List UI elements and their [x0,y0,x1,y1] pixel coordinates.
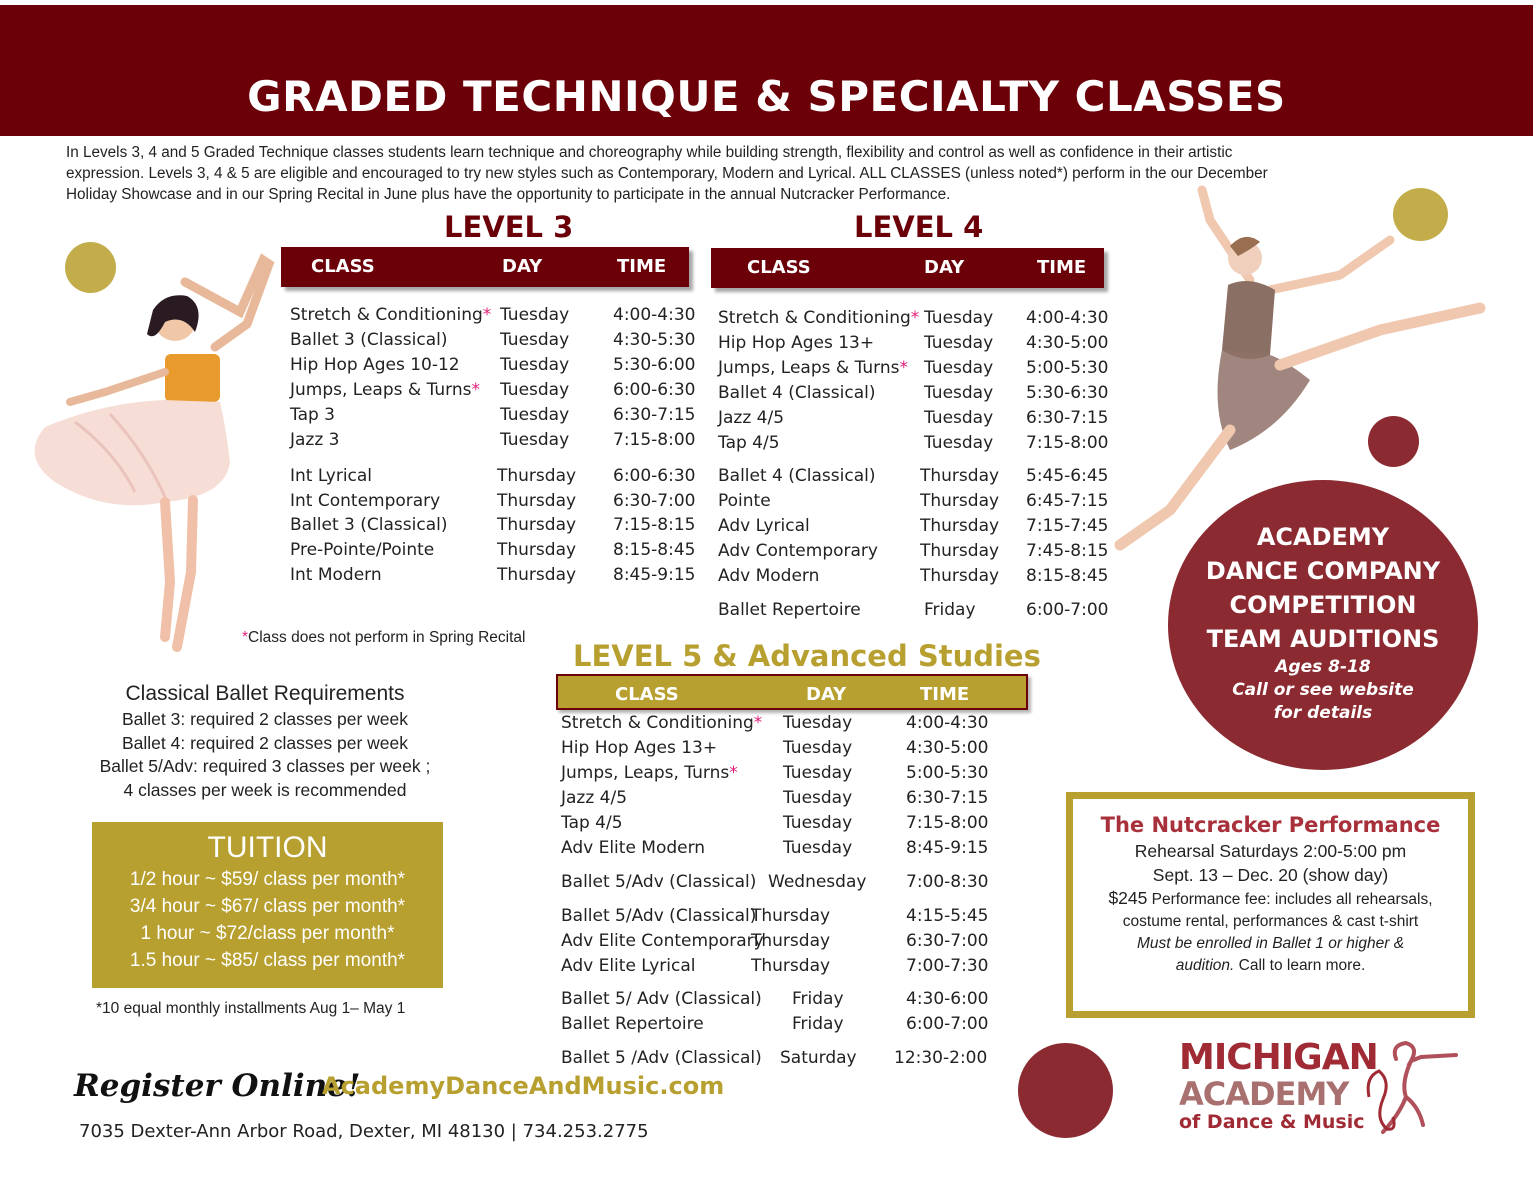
class-time: 12:30-2:00 [894,1048,988,1068]
class-day: Tuesday [500,430,570,450]
class-label: Jazz 4/5 [718,408,785,428]
class-name [561,931,764,951]
class-day: Saturday [780,1048,857,1068]
class-day: Thursday [920,566,1000,586]
class-time: 4:30-5:00 [1026,333,1109,353]
class-name [290,466,372,486]
class-name [561,872,756,892]
class-day: Tuesday [500,355,570,375]
tuition-line: 3/4 hour ~ $67/ class per month* [129,896,406,917]
header-class: CLASS [615,684,679,705]
company-ages: Ages 8-18 [1275,657,1371,677]
table-row [718,333,1113,358]
class-name [718,433,780,453]
class-time: 8:15-8:45 [613,540,696,560]
class-day: Thursday [497,466,577,486]
nutcracker-dates: Sept. 13 – Dec. 20 (show day) [1152,865,1389,885]
class-name [290,355,460,375]
tuition-title: TUITION [207,831,328,864]
class-label: Adv Elite Lyrical [561,956,696,976]
class-day: Thursday [751,906,831,926]
class-label: Ballet Repertoire [718,600,861,620]
class-time: 6:00-7:00 [1026,600,1109,620]
class-time: 6:45-7:15 [1026,491,1109,511]
class-name [561,956,695,976]
class-time: 7:15-8:00 [1026,433,1109,453]
class-time: 7:15-8:00 [906,813,989,833]
intro-line: In Levels 3, 4 and 5 Graded Technique classes students learn technique and choreography while building strength, flexibility and control as well as confidence in their artistic [66,144,1233,161]
class-name [290,430,340,450]
class-time: 4:00-4:30 [906,713,989,733]
class-label: Tap 4/5 [561,813,623,833]
class-label: Hip Hop Ages 13+ [718,333,875,353]
class-day: Thursday [920,466,1000,486]
class-name [290,380,480,400]
class-name [561,1014,704,1034]
class-name [290,565,382,585]
class-day: Tuesday [783,838,853,858]
class-time: 4:30-6:00 [906,989,989,1009]
class-name [718,333,874,353]
company-call: Call or see website [1232,680,1414,700]
class-name [561,713,762,733]
table-row [561,763,996,788]
class-label: Ballet 5/Adv (Classical) [561,872,757,892]
class-day: Friday [792,1014,844,1034]
table-row [718,600,1113,625]
class-day: Thursday [751,931,831,951]
class-label: Jazz 3 [290,430,340,450]
table-row [718,491,1113,516]
level-5-title: LEVEL 5 & Advanced Studies [573,639,1041,673]
class-day: Thursday [497,565,577,585]
class-time: 5:00-5:30 [906,763,989,783]
register-online-text: Register Online! [74,1068,361,1104]
class-label: Adv Contemporary [718,541,878,561]
table-row [290,491,700,516]
class-label: Tap 3 [290,405,335,425]
level-3-title: LEVEL 3 [444,210,574,244]
table-row [718,566,1113,591]
level-4-table-header [711,248,1104,288]
class-label: Stretch & Conditioning [290,305,483,325]
class-label: Adv Lyrical [718,516,810,536]
class-label: Int Lyrical [290,466,373,486]
class-time: 5:00-5:30 [1026,358,1109,378]
class-name [718,383,875,403]
table-row [561,813,996,838]
class-time: 6:30-7:15 [1026,408,1109,428]
class-name [290,305,491,325]
asterisk: * [910,308,920,328]
class-name [290,515,447,535]
class-day: Thursday [497,491,577,511]
class-name [290,330,447,350]
table-row [290,430,700,455]
class-name [290,491,440,511]
company-line: COMPETITION [1229,591,1417,619]
class-time: 6:00-7:00 [906,1014,989,1034]
nutcracker-audition [1073,955,1468,977]
tuition-line: 1/2 hour ~ $59/ class per month* [129,869,406,890]
class-name [561,906,756,926]
class-day: Thursday [497,540,577,560]
class-day: Tuesday [500,405,570,425]
header-time: TIME [920,684,970,705]
class-time: 7:15-8:15 [613,515,696,535]
header-class: CLASS [747,257,811,278]
class-day: Tuesday [924,433,994,453]
class-label: Jumps, Leaps & Turns [290,380,472,400]
table-row [718,433,1113,458]
class-label: Stretch & Conditioning [561,713,754,733]
logo-academy: ACADEMY [1179,1075,1349,1113]
table-row [290,330,700,355]
class-label: Adv Elite Contemporary [561,931,764,951]
class-name [718,408,784,428]
nutcracker-title: The Nutcracker Performance [1100,813,1441,837]
intro-line: Holiday Showcase and in our Spring Recital in June plus have the opportunity to participate in the annual Nutcracker Performance. [66,186,951,203]
table-row [561,956,996,981]
class-day: Wednesday [768,872,867,892]
asterisk: * [242,629,249,646]
class-label: Pre-Pointe/Pointe [290,540,435,560]
class-name [290,405,335,425]
class-day: Thursday [920,541,1000,561]
tuition-line: 1.5 hour ~ $85/ class per month* [129,950,406,971]
class-label: Ballet 5/ Adv (Classical) [561,989,762,1009]
tuition-line: 1 hour ~ $72/class per month* [140,923,395,944]
table-row [561,738,996,763]
class-day: Thursday [751,956,831,976]
requirement-line: Ballet 5/Adv: required 3 classes per week ; [99,756,431,776]
class-label: Tap 4/5 [718,433,780,453]
table-row [290,355,700,380]
nutcracker-box [1066,792,1475,1018]
table-row [561,838,996,863]
class-day: Tuesday [783,813,853,833]
table-row [290,405,700,430]
level-4-title: LEVEL 4 [854,210,984,244]
class-name [718,358,908,378]
class-time: 6:00-6:30 [613,466,696,486]
header-day: DAY [924,257,965,278]
level-3-footnote [242,629,525,647]
class-label: Pointe [718,491,771,511]
class-time: 4:30-5:30 [613,330,696,350]
class-time: 7:00-8:30 [906,872,989,892]
class-label: Ballet 4 (Classical) [718,466,876,486]
class-name [718,308,919,328]
requirement-line: Ballet 3: required 2 classes per week [122,709,408,729]
table-row [561,1014,996,1039]
class-day: Tuesday [924,383,994,403]
header-class: CLASS [311,256,375,277]
class-day: Tuesday [924,358,994,378]
class-time: 4:15-5:45 [906,906,989,926]
footnote-text: Class does not perform in Spring Recital [248,629,526,646]
class-time: 5:45-6:45 [1026,466,1109,486]
logo-dancer-icon [1361,1037,1461,1135]
table-row [718,383,1113,408]
class-name [561,1048,762,1068]
class-label: Ballet 5 /Adv (Classical) [561,1048,762,1068]
class-label: Stretch & Conditioning [718,308,911,328]
table-row [290,515,700,540]
nutcracker-fee [1073,887,1468,911]
requirements-title: Classical Ballet Requirements [125,682,405,705]
class-time: 4:00-4:30 [1026,308,1109,328]
class-day: Thursday [920,491,1000,511]
class-label: Adv Elite Modern [561,838,706,858]
class-label: Adv Modern [718,566,820,586]
class-day: Friday [924,600,976,620]
class-time: 6:30-7:15 [906,788,989,808]
class-name [718,541,878,561]
class-time: 5:30-6:30 [1026,383,1109,403]
logo-subtitle: of Dance & Music [1179,1111,1365,1133]
class-name [561,989,762,1009]
header-time: TIME [617,256,667,277]
class-day: Tuesday [500,380,570,400]
class-label: Int Contemporary [290,491,441,511]
class-day: Tuesday [924,408,994,428]
class-name [718,491,771,511]
table-row [561,1048,996,1073]
table-row [561,989,996,1014]
table-row [561,788,996,813]
level-3-table-header [281,247,689,287]
table-row [718,541,1113,566]
class-name [290,540,434,560]
installments-note: *10 equal monthly installments Aug 1– May 1 [96,1000,406,1017]
table-row [290,565,700,590]
class-label: Jumps, Leaps & Turns [718,358,900,378]
company-auditions-badge [1168,480,1478,770]
company-line: DANCE COMPANY [1205,557,1441,585]
asterisk: * [482,305,492,325]
michigan-academy-logo [1175,1035,1465,1145]
class-time: 8:45-9:15 [613,565,696,585]
class-name [718,600,861,620]
class-day: Tuesday [783,763,853,783]
class-day: Thursday [497,515,577,535]
class-label: Hip Hop Ages 10-12 [290,355,460,375]
table-row [718,358,1113,383]
call-text: Call to learn more. [1234,957,1366,974]
company-line: ACADEMY [1256,523,1390,551]
page-title: GRADED TECHNIQUE & SPECIALTY CLASSES [247,72,1286,121]
class-label: Jumps, Leaps, Turns [561,763,730,783]
class-time: 6:30-7:15 [613,405,696,425]
tuition-box [92,822,443,988]
dancer-left-image [15,252,275,657]
address-phone: 7035 Dexter-Ann Arbor Road, Dexter, MI 48130 | 734.253.2775 [79,1121,649,1142]
asterisk: * [753,713,763,733]
table-row [718,408,1113,433]
class-name [561,813,623,833]
table-row [290,540,700,565]
nutcracker-rehearsal: Rehearsal Saturdays 2:00-5:00 pm [1134,841,1407,861]
level-5-table-header [556,674,1028,710]
table-row [561,931,996,956]
header-day: DAY [806,684,847,705]
table-row [290,466,700,491]
table-row [718,516,1113,541]
class-time: 8:15-8:45 [1026,566,1109,586]
class-name [718,516,810,536]
table-row [290,305,700,330]
nutcracker-fee-detail: costume rental, performances & cast t-shirt [1122,913,1419,930]
audition-word: audition. [1175,957,1235,974]
class-time: 5:30-6:00 [613,355,696,375]
class-label: Ballet 3 (Classical) [290,330,448,350]
class-label: Int Modern [290,565,382,585]
class-name [561,738,717,758]
intro-line: expression. Levels 3, 4 & 5 are eligible and encouraged to try new styles such as Contemporary, Modern and Lyrical. ALL CLASSES (unless noted*) perform in the our December [66,165,1268,182]
class-time: 7:00-7:30 [906,956,989,976]
class-label: Ballet Repertoire [561,1014,704,1034]
class-time: 7:45-8:15 [1026,541,1109,561]
class-day: Tuesday [783,713,853,733]
class-time: 6:30-7:00 [613,491,696,511]
class-time: 6:30-7:00 [906,931,989,951]
class-name [718,466,875,486]
asterisk: * [729,763,738,783]
class-label: Ballet 5/Adv (Classical) [561,906,757,926]
table-row [718,308,1113,333]
ballet-requirements [60,680,470,802]
header-day: DAY [502,256,543,277]
class-label: Hip Hop Ages 13+ [561,738,718,758]
requirement-line: Ballet 4: required 2 classes per week [122,732,408,753]
class-time: 7:15-8:00 [613,430,696,450]
rose-circle-decoration [1018,1043,1113,1138]
fee-amount: $245 [1108,888,1148,908]
fee-text: Performance fee: includes all rehearsals, [1147,891,1433,908]
class-day: Tuesday [924,308,994,328]
class-name [561,788,627,808]
class-time: 8:45-9:15 [906,838,989,858]
table-row [561,906,996,931]
class-time: 7:15-7:45 [1026,516,1109,536]
header-time: TIME [1037,257,1087,278]
class-name [718,566,819,586]
asterisk: * [471,380,480,400]
class-label: Jazz 4/5 [561,788,628,808]
table-row [561,713,996,738]
company-line: TEAM AUDITIONS [1206,625,1440,653]
company-call: for details [1273,703,1373,723]
table-row [561,872,996,897]
class-day: Thursday [920,516,1000,536]
class-day: Tuesday [783,788,853,808]
class-day: Tuesday [500,330,570,350]
class-label: Ballet 4 (Classical) [718,383,876,403]
table-row [290,380,700,405]
nutcracker-enroll: Must be enrolled in Ballet 1 or higher & [1136,935,1405,952]
logo-michigan: MICHIGAN [1179,1037,1378,1078]
class-day: Friday [792,989,844,1009]
website-link[interactable]: AcademyDanceAndMusic.com [322,1072,725,1100]
class-day: Tuesday [924,333,994,353]
asterisk: * [899,358,908,378]
class-name [561,838,705,858]
class-time: 4:30-5:00 [906,738,989,758]
class-name [561,763,738,783]
class-day: Tuesday [783,738,853,758]
table-row [718,466,1113,491]
class-time: 4:00-4:30 [613,305,696,325]
class-day: Tuesday [500,305,570,325]
requirement-line: 4 classes per week is recommended [123,779,407,800]
class-label: Ballet 3 (Classical) [290,515,448,535]
class-time: 6:00-6:30 [613,380,696,400]
